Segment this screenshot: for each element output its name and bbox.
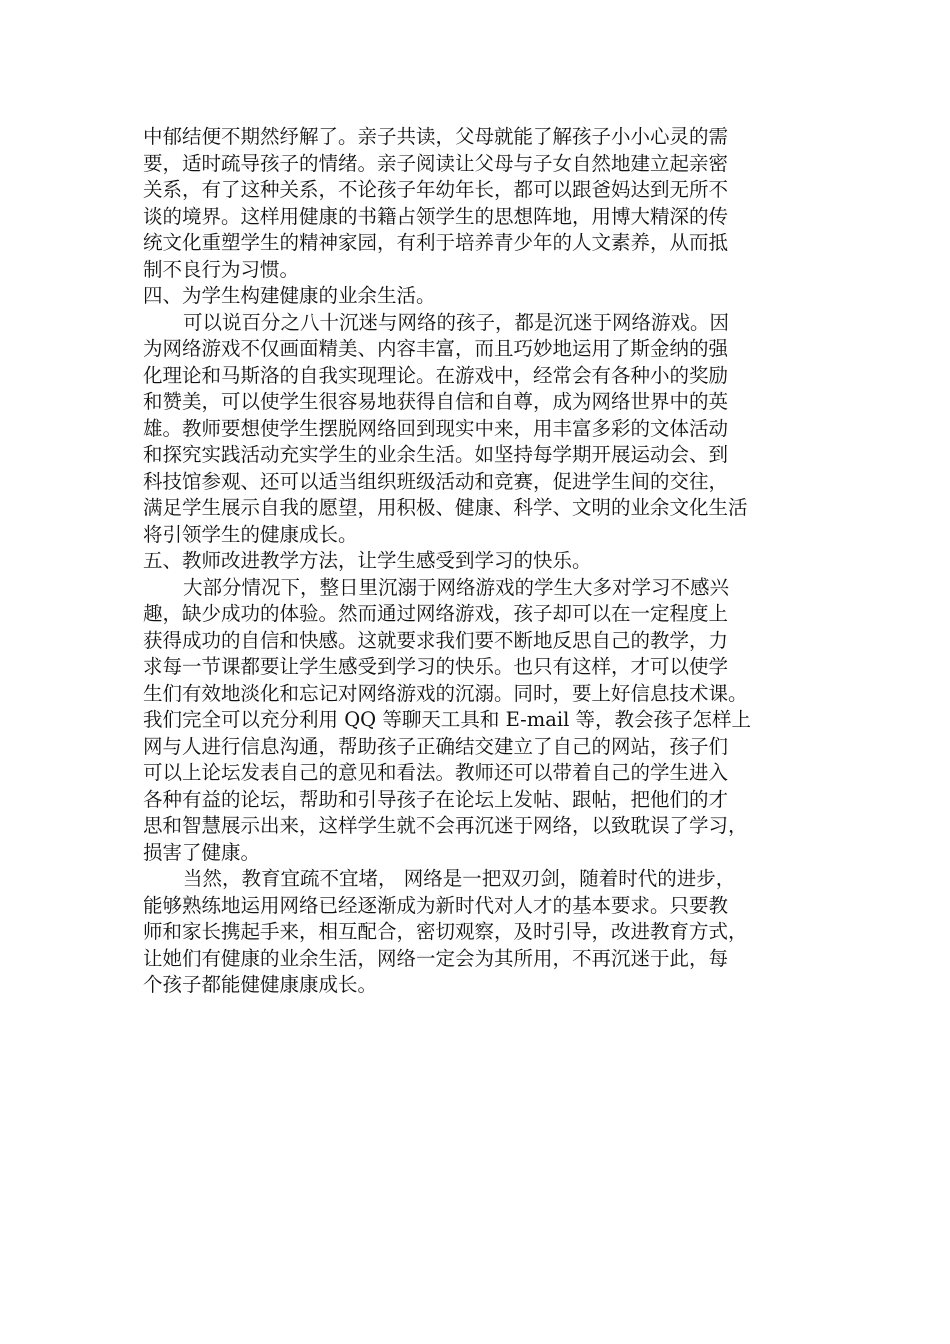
text-line: 个孩子都能健健康康成长。 <box>143 973 378 996</box>
text-line: 当然，教育宜疏不宜堵， 网络是一把双刃剑，随着时代的进步， <box>183 867 736 890</box>
text-line: 制不良行为习惯。 <box>143 257 300 281</box>
text-line: 五、教师改进教学方法，让学生感受到学习的快乐。 <box>143 549 592 572</box>
text-line: 谈的境界。这样用健康的书籍占领学生的思想阵地，用博大精深的传 <box>143 204 729 228</box>
text-line: 网与人进行信息沟通，帮助孩子正确结交建立了自己的网站，孩子们 <box>143 734 729 758</box>
text-line: 统文化重塑学生的精神家园，有利于培养青少年的人文素养，从而抵 <box>143 231 729 254</box>
text-line: 趣，缺少成功的体验。然而通过网络游戏，孩子却可以在一定程度上 <box>143 602 729 625</box>
text-line: 和探究实践活动充实学生的业余生活。如坚持每学期开展运动会、到 <box>143 443 729 466</box>
text-line: 思和智慧展示出来，这样学生就不会再沉迷于网络，以致耽误了学习， <box>143 814 748 837</box>
text-line: 为网络游戏不仅画面精美、内容丰富，而且巧妙地运用了斯金纳的强 <box>143 337 729 360</box>
text-line: 我们完全可以充分利用 QQ 等聊天工具和 E-mail 等，教会孩子怎样上 <box>143 708 752 731</box>
text-line: 满足学生展示自我的愿望，用积极、健康、科学、文明的业余文化生活 <box>143 496 748 519</box>
text-line: 大部分情况下，整日里沉溺于网络游戏的学生大多对学习不感兴 <box>183 575 730 599</box>
text-line: 要，适时疏导孩子的情绪。亲子阅读让父母与子女自然地建立起亲密 <box>143 151 729 175</box>
text-line: 中郁结便不期然纾解了。亲子共读，父母就能了解孩子小小心灵的需 <box>143 125 729 148</box>
text-line: 化理论和马斯洛的自我实现理论。在游戏中，经常会有各种小的奖励 <box>143 363 729 387</box>
text-line: 雄。教师要想使学生摆脱网络回到现实中来，用丰富多彩的文体活动 <box>143 416 729 440</box>
text-line: 关系，有了这种关系，不论孩子年幼年长，都可以跟爸妈达到无所不 <box>143 178 729 201</box>
text-line: 各种有益的论坛，帮助和引导孩子在论坛上发帖、跟帖，把他们的才 <box>143 787 729 811</box>
text-line: 和赞美，可以使学生很容易地获得自信和自尊，成为网络世界中的英 <box>143 390 729 413</box>
text-line: 将引领学生的健康成长。 <box>143 522 358 546</box>
text-line: 师和家长携起手来，相互配合，密切观察，及时引导，改进教育方式， <box>143 920 748 943</box>
text-line: 四、为学生构建健康的业余生活。 <box>143 284 436 307</box>
text-line: 让她们有健康的业余生活，网络一定会为其所用，不再沉迷于此，每 <box>143 946 729 970</box>
text-line: 生们有效地淡化和忘记对网络游戏的沉溺。同时，要上好信息技术课。 <box>143 681 748 705</box>
text-line: 损害了健康。 <box>143 840 261 864</box>
text-line: 能够熟练地运用网络已经逐渐成为新时代对人才的基本要求。只要教 <box>143 893 729 917</box>
text-line: 可以说百分之八十沉迷与网络的孩子，都是沉迷于网络游戏。因 <box>183 310 730 334</box>
text-line: 获得成功的自信和快感。这就要求我们要不断地反思自己的教学，力 <box>143 628 729 652</box>
document-body <box>143 124 813 999</box>
text-line: 可以上论坛发表自己的意见和看法。教师还可以带着自己的学生进入 <box>143 761 729 784</box>
text-line: 求每一节课都要让学生感受到学习的快乐。也只有这样，才可以使学 <box>143 655 729 678</box>
text-line: 科技馆参观、还可以适当组织班级活动和竞赛，促进学生间的交往， <box>143 469 729 493</box>
